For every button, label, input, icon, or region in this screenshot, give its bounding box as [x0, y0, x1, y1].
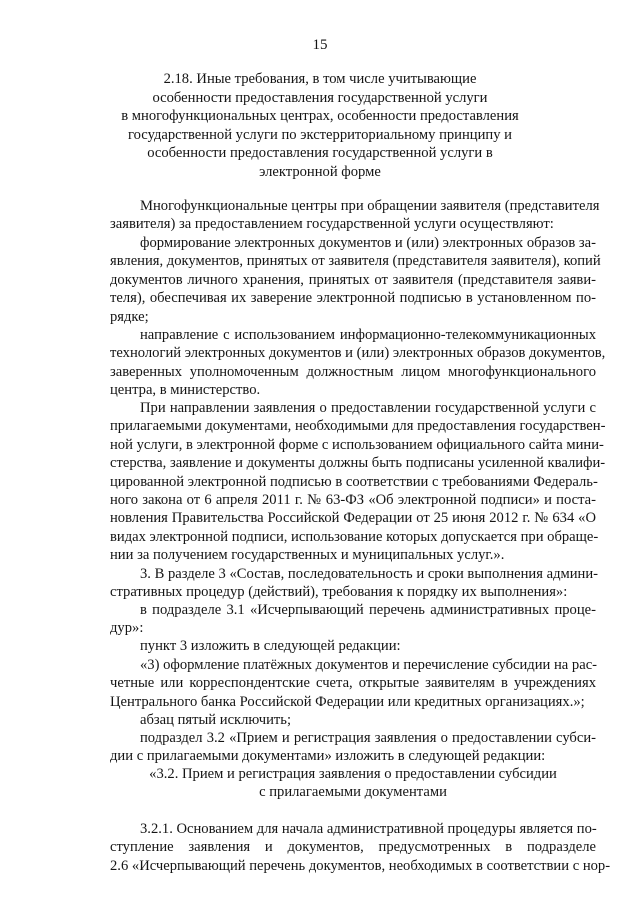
- text-line: При направлении заявления о предоставлении государственной услуги с: [140, 400, 596, 416]
- paragraph-sending-docs: [110, 326, 606, 400]
- paragraph-forming-docs: [110, 234, 601, 326]
- heading-line: особенности предоставления государственной услуги в: [147, 145, 493, 162]
- paragraph-subsection-3-2: [110, 729, 596, 766]
- text-line: 3.2.1. Основанием для начала административной процедуры является по-: [140, 821, 597, 837]
- text-line: теля), обеспечивая их заверение электронной подписью в установленном по-: [110, 290, 596, 307]
- subheading-line: «3.2. Прием и регистрация заявления о предоставлении субсидии: [149, 766, 557, 782]
- text-line: пункт 3 изложить в следующей редакции:: [140, 638, 401, 654]
- heading-line: электронной форме: [259, 163, 381, 180]
- text-line: заявителя) за предоставлением государственной услуги осуществляют:: [110, 216, 554, 233]
- page-number: 15: [312, 37, 328, 53]
- text-line: формирование электронных документов и (или) электронных образов за-: [140, 235, 596, 251]
- text-line: дур»:: [110, 620, 144, 637]
- text-line: абзац пятый исключить;: [140, 712, 292, 728]
- paragraph-subsection-3-1: [110, 601, 596, 638]
- paragraph-mfc-intro: [110, 197, 600, 234]
- text-line: в подразделе 3.1 «Исчерпывающий перечень административных проце-: [140, 602, 596, 618]
- text-line: документов личного хранения, принятых от заявителя (представителя заяви-: [110, 271, 596, 288]
- text-line: цированной электронной подписью в соответствии с требованиями Федераль-: [110, 473, 598, 490]
- text-line: прилагаемыми документами, необходимыми для предоставления государствен-: [110, 418, 606, 435]
- text-line: нии за получением государственных и муниципальных услуг.».: [110, 547, 505, 564]
- text-line: технологий электронных документов и (или) электронных образов документов,: [110, 345, 606, 362]
- text-line: ступление заявления и документов, предусмотренных в подразделе: [110, 839, 596, 856]
- text-line: 3. В разделе 3 «Состав, последовательность и сроки выполнения админи-: [140, 566, 599, 582]
- heading-line: 2.18. Иные требования, в том числе учитывающие: [163, 71, 477, 87]
- text-line: подраздел 3.2 «Прием и регистрация заявления о предоставлении субси-: [140, 730, 596, 746]
- text-line: «3) оформление платёжных документов и перечисление субсидии на рас-: [140, 657, 598, 673]
- text-line: ной услуги, в электронной форме с использованием официального сайта мини-: [110, 436, 604, 453]
- text-line: 2.6 «Исчерпывающий перечень документов, необходимых в соответствии с нор-: [110, 857, 611, 874]
- text-line: дии с прилагаемыми документами» изложить в следующей редакции:: [110, 748, 546, 765]
- text-line: Центрального банка Российской Федерации или кредитных организациях.»;: [110, 693, 585, 710]
- paragraph-3-2-1: [110, 820, 611, 875]
- text-line: видах электронной подписи, использование которых допускается при обраще-: [110, 528, 599, 545]
- text-line: стративных процедур (действий), требования к порядку их выполнения»:: [110, 584, 568, 601]
- paragraph-item-3: [110, 637, 596, 655]
- section-heading: [100, 70, 540, 182]
- text-line: рядке;: [110, 308, 149, 325]
- text-line: центра, в министерство.: [110, 382, 261, 399]
- text-line: новления Правительства Российской Федерации от 25 июня 2012 г. № 634 «О: [110, 510, 596, 527]
- paragraph-section-3: [110, 565, 599, 602]
- text-line: четные или корреспондентские счета, открытые заявителям в учреждениях: [110, 675, 596, 692]
- text-line: направление с использованием информационно-телекоммуникационных: [140, 327, 596, 343]
- heading-line: особенности предоставления государственной услуги: [152, 89, 488, 106]
- subheading-line: с прилагаемыми документами: [259, 784, 447, 801]
- subsection-heading: [110, 765, 596, 802]
- paragraph-quoted-item-3: [110, 656, 596, 711]
- text-line: заверенных уполномоченным должностным лицом многофункционального: [110, 363, 596, 380]
- text-line: стерства, заявление и документы должны быть подписаны усиленной квалифи-: [110, 455, 606, 472]
- paragraph-paragraph-5: [110, 711, 596, 729]
- heading-line: государственной услуги по экстерриториальному принципу и: [128, 126, 512, 143]
- paragraph-electronic-submission: [110, 399, 606, 565]
- text-line: явления, документов, принятых от заявителя (представителя заявителя), копий: [110, 253, 601, 270]
- text-line: ного закона от 6 апреля 2011 г. № 63-ФЗ «Об электронной подписи» и поста-: [110, 492, 596, 509]
- heading-line: в многофункциональных центрах, особенности предоставления: [121, 108, 519, 125]
- text-line: Многофункциональные центры при обращении заявителя (представителя: [140, 198, 600, 214]
